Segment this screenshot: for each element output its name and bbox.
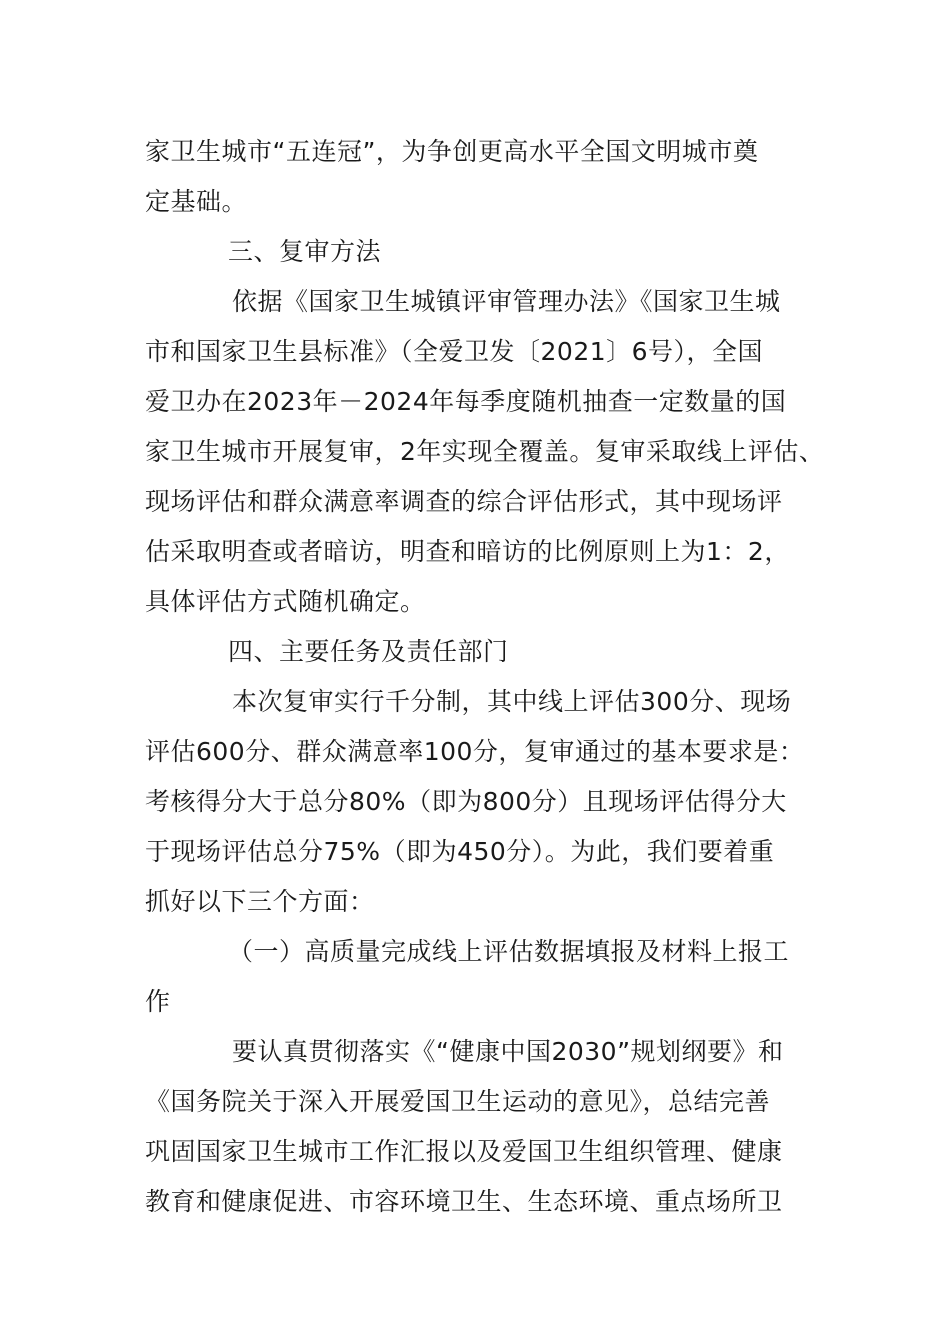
body-text-line: 本次复审实行千分制，其中线上评估300分、现场 [232, 687, 792, 716]
section-heading-review-method: 三、复审方法 [228, 237, 382, 266]
body-text-line: 评估600分、群众满意率100分，复审通过的基本要求是： [145, 737, 805, 766]
body-text-line: 抓好以下三个方面： [145, 887, 375, 916]
body-text-line: 具体评估方式随机确定。 [145, 587, 426, 616]
body-text-line: 家卫生城市“五连冠”，为争创更高水平全国文明城市奠 [145, 137, 759, 166]
body-text-line: 估采取明查或者暗访，明查和暗访的比例原则上为1：2， [145, 537, 790, 566]
body-text-line: 考核得分大于总分80%（即为800分）且现场评估得分大 [145, 787, 787, 816]
body-text-line: 家卫生城市开展复审，2年实现全覆盖。复审采取线上评估、 [145, 437, 825, 466]
section-heading-main-tasks: 四、主要任务及责任部门 [228, 637, 509, 666]
subsection-heading-continuation: 作 [145, 987, 171, 1016]
body-text-line: 现场评估和群众满意率调查的综合评估形式，其中现场评 [145, 487, 783, 516]
body-text-line: 巩固国家卫生城市工作汇报以及爱国卫生组织管理、健康 [145, 1137, 783, 1166]
body-text-line: 《国务院关于深入开展爱国卫生运动的意见》，总结完善 [145, 1087, 771, 1116]
body-text-line: 市和国家卫生县标准》（全爱卫发〔2021〕6号），全国 [145, 337, 764, 366]
body-text-line: 于现场评估总分75%（即为450分）。为此，我们要着重 [145, 837, 775, 866]
body-text-line: 要认真贯彻落实《“健康中国2030”规划纲要》和 [232, 1037, 784, 1066]
body-text-line: 定基础。 [145, 187, 248, 216]
body-text-line: 依据《国家卫生城镇评审管理办法》《国家卫生城 [232, 287, 781, 316]
body-text-line: 爱卫办在2023年－2024年每季度随机抽查一定数量的国 [145, 387, 787, 416]
subsection-heading-online-assessment: （一）高质量完成线上评估数据填报及材料上报工 [228, 937, 790, 966]
body-text-line: 教育和健康促进、市容环境卫生、生态环境、重点场所卫 [145, 1187, 783, 1216]
